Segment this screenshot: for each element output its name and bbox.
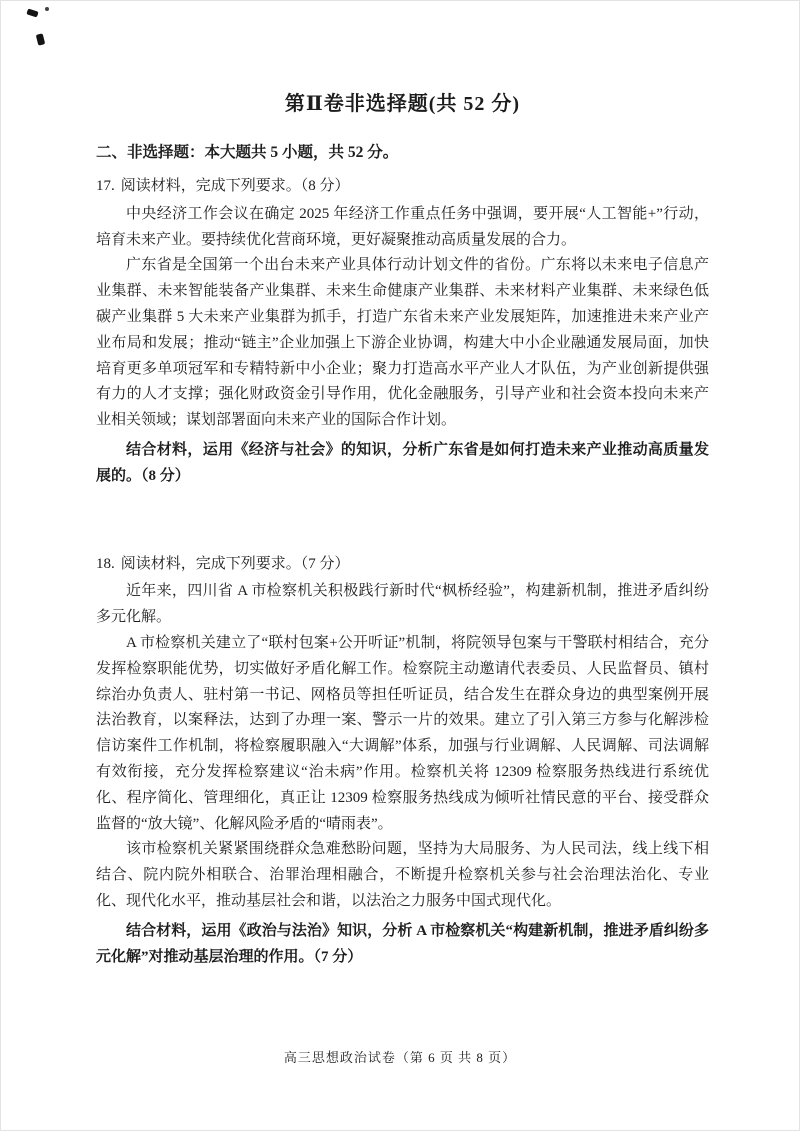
question-18-intro-line: [96, 552, 709, 578]
question-paragraph: 该市检察机关紧紧围绕群众急难愁盼问题，坚持为大局服务、为人民司法，线上线下相结合、院内院外相联合、治罪治理相融合，不断提升检察机关参与社会治理法治化、专业化、现代化水平，推动基层社会和谐，以法治之力服务中国式现代化。: [96, 841, 709, 909]
question-intro-text: 阅读材料，完成下列要求。（8 分）: [120, 178, 350, 194]
section-header: 二、非选择题：本大题共 5 小题，共 52 分。: [96, 144, 399, 161]
question-paragraph: A 市检察机关建立了“联村包案+公开听证”机制，将院领导包案与干警联村相结合，充分发挥检察职能优势，切实做好矛盾化解工作。检察院主动邀请代表委员、人民监督员、镇村综治办负责人、驻村第一书记、网格员等担任听证员，结合发生在群众身边的典型案例开展法治教育，以案释法，达到了办理一案、警示一片的效果。建立了引入第三方参与化解涉检信访案件工作机制，将检察履职融入“大调解”体系，加强与行业调解、人民调解、司法调解有效衔接，充分发挥检察建议“治未病”作用。检察机关将 12309 检察服务热线进行系统优化、程序简化、管理细化，真正让 12309 检察服务热线成为倾听社情民意的平台、接受群众监督的“放大镜”、化解风险矛盾的“晴雨表”。: [96, 634, 709, 832]
question-task: 结合材料，运用《经济与社会》的知识，分析广东省是如何打造未来产业推动高质量发展的。（8 分）: [96, 441, 709, 484]
page-footer: 高三思想政治试卷（第 6 页 共 8 页）: [283, 1050, 517, 1065]
question-paragraph: 近年来，四川省 A 市检察机关积极践行新时代“枫桥经验”，构建新机制，推进矛盾纠纷多元化解。: [96, 583, 709, 626]
scan-artifact: [45, 7, 49, 11]
question-paragraph: 中央经济工作会议在确定 2025 年经济工作重点任务中强调，要开展“人工智能+”行动，培育未来产业。要持续优化营商环境，更好凝聚推动高质量发展的合力。: [96, 205, 709, 248]
question-intro-text: 阅读材料，完成下列要求。（7 分）: [120, 555, 350, 572]
question-17-intro-line: [96, 174, 709, 200]
question-number: 17.: [96, 178, 115, 194]
scan-artifact: [36, 33, 45, 45]
question-18: [96, 552, 709, 971]
scan-artifact: [26, 8, 38, 17]
question-task: 结合材料，运用《政治与法治》知识，分析 A 市检察机关“构建新机制，推进矛盾纠纷多元化解”对推动基层治理的作用。（7 分）: [96, 922, 709, 965]
question-17: [96, 174, 709, 490]
question-number: 18.: [96, 555, 115, 572]
page-title: 第Ⅱ卷非选择题(共 52 分): [284, 93, 521, 115]
question-paragraph: 广东省是全国第一个出台未来产业具体行动计划文件的省份。广东将以未来电子信息产业集群、未来智能装备产业集群、未来生命健康产业集群、未来材料产业集群、未来绿色低碳产业集群 5 大未来产业集群为抓手，打造广东省未来产业发展矩阵，加速推进未来产业产业布局和发展；推动“链主”企业加强上下游企业协调，构建大中小企业融通发展局面，加快培育更多单项冠军和专精特新中小企业；聚力打造高水平产业人才队伍，为产业创新提供强有力的人才支撑；强化财政资金引导作用，优化金融服务，引导产业和社会资本投向未来产业相关领域；谋划部署面向未来产业的国际合作计划。: [96, 257, 709, 429]
